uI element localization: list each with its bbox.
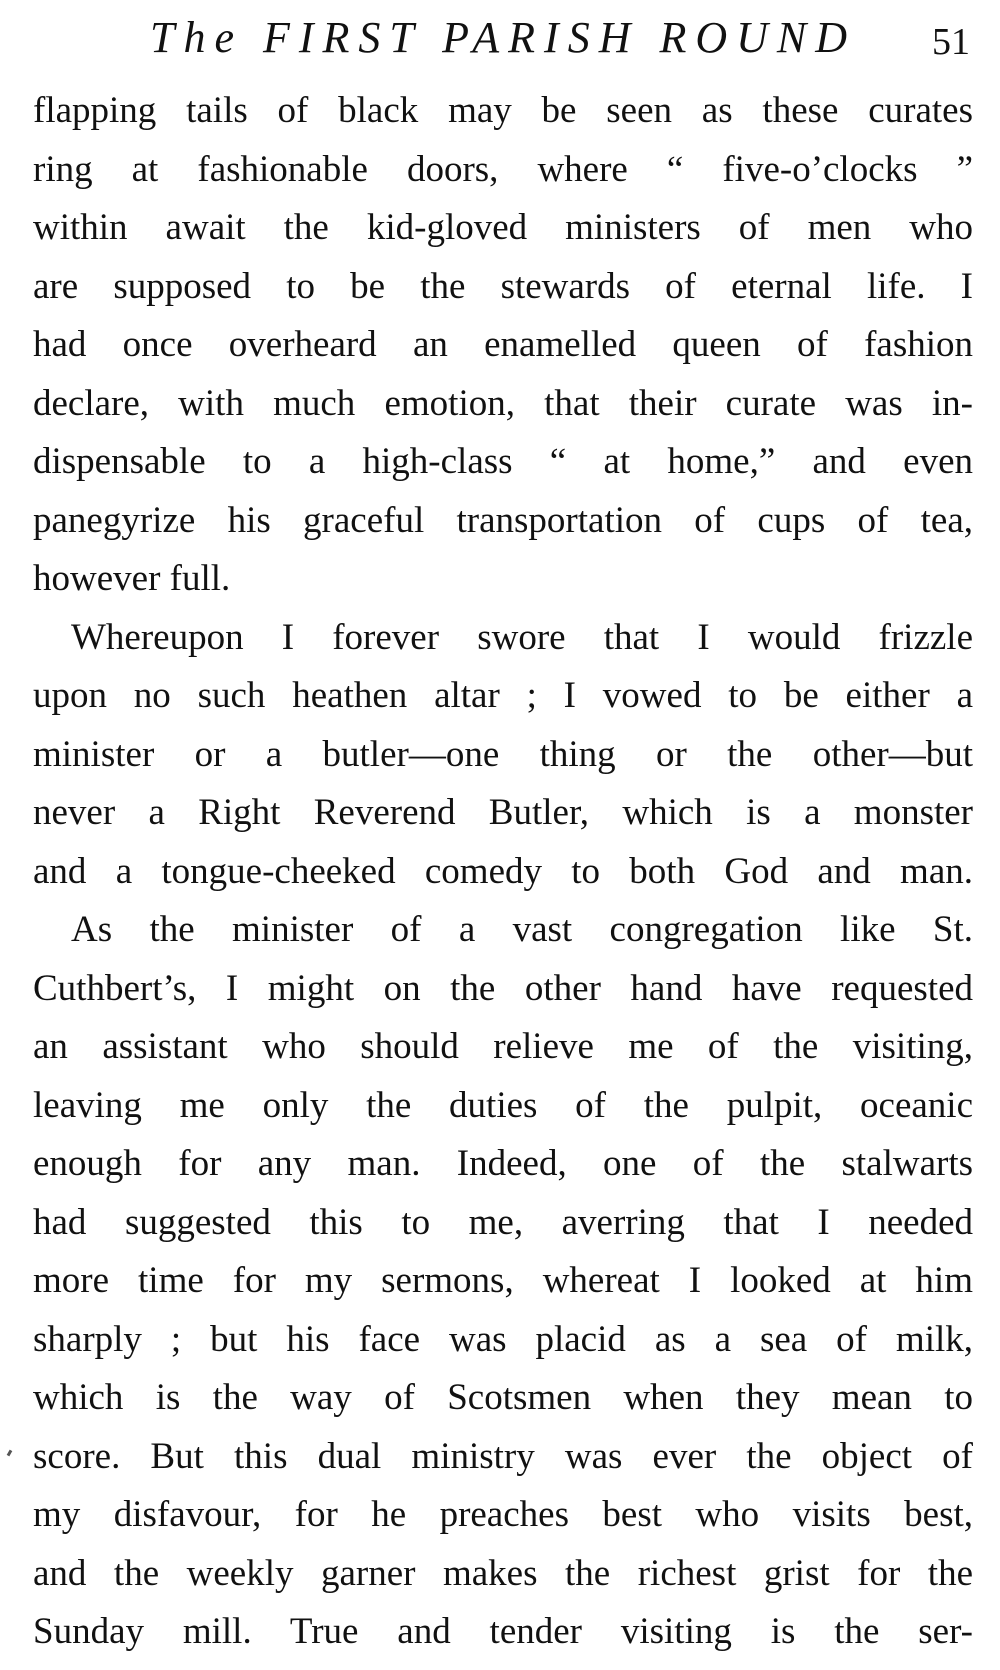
text-line: declare, with much emotion, that their curate was in- [33, 382, 973, 424]
text-line: panegyrize his graceful transportation of cups of tea, [33, 499, 973, 541]
running-head-title: The FIRST PARISH ROUND [150, 13, 857, 62]
running-head [0, 8, 1000, 78]
text-line: within await the kid-gloved ministers of men who [33, 207, 973, 248]
page-number: 51 [932, 21, 970, 63]
paragraph-end-line: and a tongue-cheeked comedy to both God and man. [33, 850, 973, 892]
body-text [33, 82, 973, 1662]
text-line: dispensable to a high-class “ at home,” and even [33, 441, 973, 482]
paragraph-start-line: Whereupon I forever swore that I would frizzle [71, 616, 973, 658]
text-line: upon no such heathen altar ; I vowed to be either a [33, 675, 973, 716]
text-line: had once overheard an enamelled queen of fashion [33, 324, 973, 365]
text-line: leaving me only the duties of the pulpit, oceanic [33, 1084, 973, 1126]
text-line: which is the way of Scotsmen when they mean to [33, 1377, 973, 1418]
text-line: enough for any man. Indeed, one of the stalwarts [33, 1143, 973, 1184]
text-line: minister or a butler—one thing or the other—but [33, 733, 973, 775]
paragraph-end-line: however full. [33, 558, 231, 599]
text-line: flapping tails of black may be seen as these curates [33, 90, 973, 131]
text-line: Sunday mill. True and tender visiting is the ser- [33, 1611, 973, 1652]
text-line: an assistant who should relieve me of the visiting, [33, 1026, 973, 1067]
text-line: are supposed to be the stewards of eternal life. I [33, 265, 973, 307]
stray-ink-mark [7, 1450, 13, 1457]
paragraph-start-line: As the minister of a vast congregation like St. [71, 909, 973, 950]
text-line: and the weekly garner makes the richest grist for the [33, 1552, 973, 1594]
text-line: more time for my sermons, whereat I looked at him [33, 1260, 973, 1301]
text-line: score. But this dual ministry was ever the object of [33, 1435, 973, 1477]
text-line: had suggested this to me, averring that I needed [33, 1201, 973, 1243]
text-line: my disfavour, for he preaches best who visits best, [33, 1494, 973, 1535]
text-line: sharply ; but his face was placid as a sea of milk, [33, 1318, 973, 1360]
text-line: Cuthbert’s, I might on the other hand have requested [33, 967, 973, 1009]
text-line: never a Right Reverend Butler, which is a monster [33, 792, 973, 833]
text-line: ring at fashionable doors, where “ five-o’clocks ” [33, 148, 973, 190]
